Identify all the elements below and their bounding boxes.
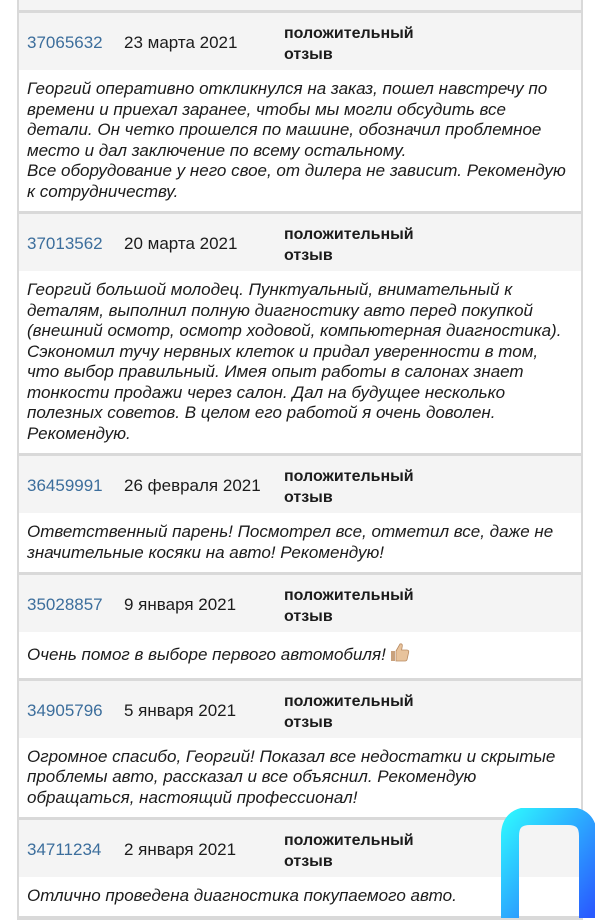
review-date: 26 февраля 2021 <box>124 476 261 495</box>
review-id-link[interactable]: 34711234 <box>27 840 102 859</box>
review-item <box>19 681 581 821</box>
review-type-badge: положительный отзыв <box>284 587 414 625</box>
review-item <box>19 13 581 214</box>
brand-logo-icon <box>500 808 595 918</box>
review-item <box>19 820 581 919</box>
review-type-badge: положительный отзыв <box>284 692 414 731</box>
review-header <box>19 681 581 738</box>
review-type-badge: положительный отзыв <box>284 226 414 264</box>
review-date: 5 января 2021 <box>124 700 237 720</box>
review-header <box>19 13 581 70</box>
review-header <box>19 575 581 632</box>
review-text: Отлично проведена диагностика покупаемого авто. <box>27 886 457 905</box>
review-id-link[interactable]: 36459991 <box>27 476 103 495</box>
review-text: Георгий большой молодец. Пунктуальный, внимательный к деталям, выполнил полную диагностику авто перед покупкой (внешний осмотр, осмотр ходовой, компьютерная диагностика). Сэкономил тучу нервных клеток и придал уверенности в том, что выбор правильный. Имея опыт работы в салонах знает тонкости продажи через салон. Дал на будущее несколько полезных советов. В целом его работой я очень доволен. Рекомендую. <box>27 280 562 443</box>
thumbs-up-icon <box>388 641 410 669</box>
review-text: Георгий оперативно откликнулся на заказ, пошел навстречу по времени и приехал заранее, чтобы мы могли обсудить все детали. Он четко прошелся по машине, обозначил проблемное место и дал заключение по всему остальному. Все оборудование у него свое, от дилера не зависит. Рекомендую к сотрудничеству. <box>27 79 566 201</box>
review-id-link[interactable]: 37013562 <box>27 234 103 253</box>
previous-review-stub <box>19 0 581 13</box>
review-item <box>19 456 581 575</box>
reviews-list <box>19 0 581 919</box>
review-text: Ответственный парень! Посмотрел все, отметил все, даже не значительные косяки на авто! Рекомендую! <box>27 522 554 562</box>
review-date: 20 марта 2021 <box>124 234 238 253</box>
review-id-link[interactable]: 37065632 <box>27 33 103 52</box>
review-header <box>19 214 581 271</box>
review-text: Очень помог в выборе первого автомобиля! <box>27 645 386 664</box>
review-type-badge: положительный отзыв <box>284 25 414 63</box>
review-item <box>19 214 581 456</box>
review-id-link[interactable]: 34905796 <box>27 700 103 720</box>
review-item <box>19 575 581 681</box>
review-type-badge: положительный отзыв <box>284 832 414 870</box>
review-id-link[interactable]: 35028857 <box>27 595 103 614</box>
review-body <box>19 632 581 678</box>
review-type-badge: положительный отзыв <box>284 468 414 506</box>
review-date: 2 января 2021 <box>124 840 237 859</box>
review-text: Огромное спасибо, Георгий! Показал все недостатки и скрытые проблемы авто, рассказал и все объяснил. Рекомендую обращаться, настоящий профессионал! <box>27 746 556 807</box>
review-date: 23 марта 2021 <box>124 33 238 52</box>
review-header <box>19 820 581 877</box>
review-header <box>19 456 581 513</box>
review-date: 9 января 2021 <box>124 595 237 614</box>
